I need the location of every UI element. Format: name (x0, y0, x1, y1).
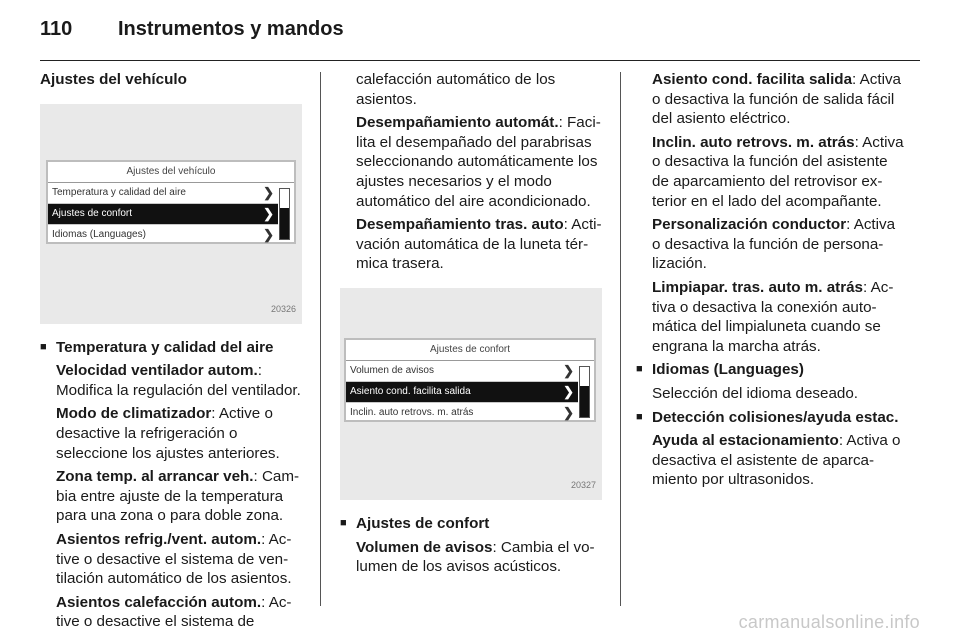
chevron-right-icon: ❯ (263, 226, 274, 242)
page-header (40, 18, 344, 41)
bullet-heading: ■ Idiomas (Languages) (636, 360, 904, 380)
bullet-heading: ■ Temperatura y calidad del aire (40, 338, 302, 358)
watermark: carmanualsonline.info (738, 612, 920, 632)
menu-row-label: Inclin. auto retrovs. m. atrás (350, 406, 474, 418)
bullet-heading: ■ Detección colisiones/ayuda estac. (636, 408, 904, 428)
menu-row[interactable] (346, 403, 578, 423)
header-rule (40, 60, 920, 61)
setting-item: Personalización conductor: Activa o desactiva la función de personalización. (652, 216, 896, 273)
setting-item: Zona temp. al arrancar veh.: Cambia entre ajuste de la temperatura para una zona o para doble zona. (56, 468, 300, 525)
setting-item: Velocidad ventilador autom.: Modifica la regulación del ventilador. (56, 362, 301, 399)
chevron-right-icon: ❯ (263, 205, 274, 221)
scrollbar (579, 366, 590, 418)
setting-item: Desempañamiento automát.: Facilita el desempañado del parabrisas seleccionando automáticamente los ajustes necesarios y el modo automático del aire acondicionado. (356, 114, 601, 210)
figure-comfort-settings (340, 288, 602, 500)
menu-row-label: Idiomas (Languages) (52, 228, 146, 240)
page-title: Instrumentos y mandos (118, 18, 344, 40)
column-3 (636, 70, 904, 494)
chevron-right-icon: ❯ (563, 404, 574, 420)
display-screen (344, 338, 596, 422)
setting-item: Ayuda al estacionamiento: Activa o desactiva el asistente de aparcamiento por ultrasonidos. (652, 432, 901, 489)
continued-content (340, 70, 602, 274)
continued-text: calefacción automático de los asientos. (356, 71, 556, 108)
menu-row[interactable] (48, 183, 278, 204)
continued-content (636, 70, 904, 356)
setting-item: Asiento cond. facilita salida: Activa o desactiva la función de salida fácil del asiento eléctrico. (652, 71, 901, 128)
setting-item: Asientos calefacción autom.: Active o desactive el sistema de (56, 593, 292, 631)
bullet-content (340, 538, 602, 577)
screen-title: Ajustes del vehículo (48, 162, 294, 183)
menu-row-label: Ajustes de confort (52, 207, 133, 219)
scrollbar (279, 188, 290, 240)
column-2 (340, 70, 602, 581)
bullet-heading: ■ Ajustes de confort (340, 514, 602, 534)
setting-item: Modo de climatizador: Active o desactive la refrigeración o seleccione los ajustes anteriores. (56, 405, 280, 462)
setting-item: Limpiapar. tras. auto m. atrás: Activa o desactiva la conexión automática del limpialuneta cuando se engrana la marcha atrás. (652, 278, 894, 355)
column-1 (40, 70, 302, 636)
bullet-text: Selección del idioma deseado. (652, 384, 859, 402)
menu-row[interactable] (48, 225, 278, 245)
setting-item: Inclin. auto retrovs. m. atrás: Activa o desactiva la función del asistente de aparcamiento del retrovisor exterior en el lado del acompañante. (652, 133, 904, 210)
section-title: Ajustes del vehículo (40, 71, 187, 88)
menu-row[interactable] (346, 361, 578, 382)
page-number: 110 (40, 18, 73, 40)
scrollbar-thumb (580, 386, 589, 417)
bullet-content (636, 431, 904, 490)
menu-row-label: Volumen de avisos (350, 364, 434, 376)
bullet-content (636, 384, 904, 404)
scrollbar-thumb (280, 208, 289, 239)
menu-row-label: Asiento cond. facilita salida (350, 385, 471, 397)
setting-item: Asientos refrig./vent. autom.: Active o desactive el sistema de ventilación automático de los asientos. (56, 530, 292, 588)
setting-item: Desempañamiento tras. auto: Activación automática de la luneta térmica trasera. (356, 216, 602, 273)
column-divider-1 (320, 72, 321, 606)
chevron-right-icon: ❯ (263, 184, 274, 200)
bullet-content (40, 361, 302, 632)
display-screen (46, 160, 296, 244)
chevron-right-icon: ❯ (563, 383, 574, 399)
menu-row-selected[interactable] (346, 382, 578, 403)
menu-row-label: Temperatura y calidad del aire (52, 186, 186, 198)
column-divider-2 (620, 72, 621, 606)
screen-title: Ajustes de confort (346, 340, 594, 361)
figure-number: 20327 (570, 480, 596, 491)
figure-vehicle-settings (40, 104, 302, 324)
menu-row-selected[interactable] (48, 204, 278, 225)
figure-number: 20326 (270, 304, 296, 314)
setting-item: Volumen de avisos: Cambia el volumen de los avisos acústicos. (356, 538, 595, 576)
chevron-right-icon: ❯ (563, 362, 574, 378)
